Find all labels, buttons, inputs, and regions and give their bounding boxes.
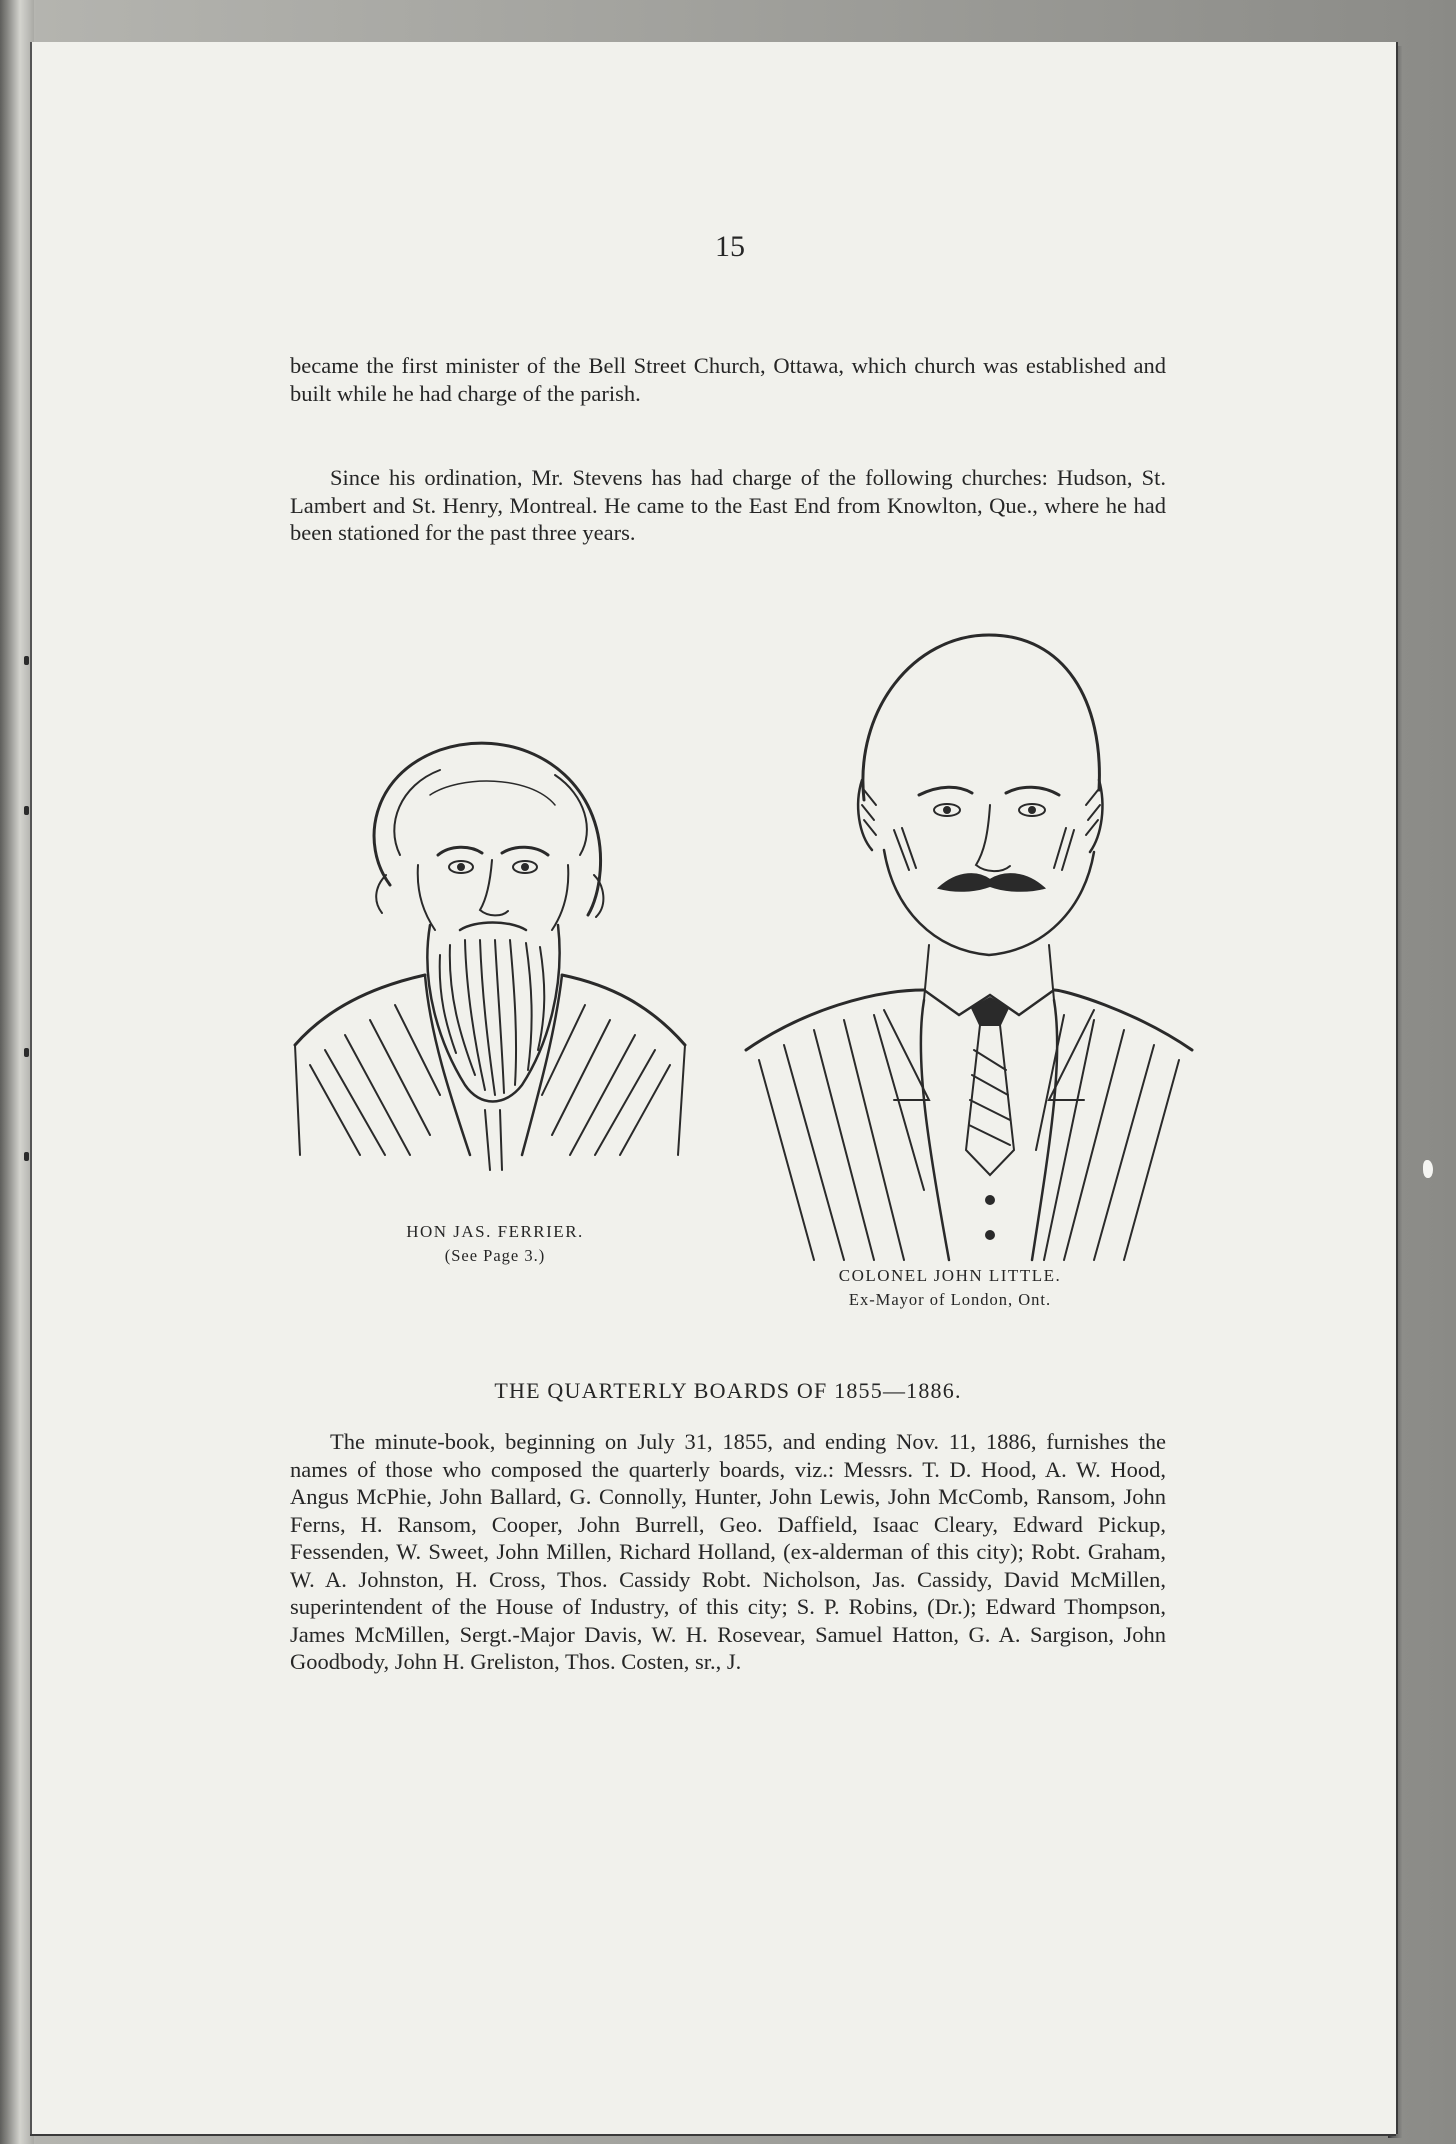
body-paragraph: became the first minister of the Bell Street Church, Ottawa, which church was established and built while he had charge of the parish. [290, 353, 1166, 406]
binding-mark [24, 1152, 29, 1161]
book-spine [0, 0, 34, 2144]
portrait-caption-little [760, 1264, 1140, 1312]
portrait-little-engraving [744, 630, 1194, 1265]
binding-mark [24, 656, 29, 665]
portrait-caption-ferrier [330, 1220, 660, 1268]
paper-tear-mark [1423, 1160, 1433, 1178]
page-number: 15 [715, 230, 745, 263]
binding-mark [24, 806, 29, 815]
body-paragraph: The minute-book, beginning on July 31, 1855, and ending Nov. 11, 1886, furnishes the names of those who composed the quarterly boards, viz.: Messrs. T. D. Hood, A. W. Hood, Angus McPhie, John Ballard, G. Connolly, Hunter, John Lewis, John McComb, Ransom, John Ferns, H. Ransom, Cooper, John Burrell, Geo. Daffield, Isaac Cleary, Edward Pickup, Fessenden, W. Sweet, John Millen, Richard Holland, (ex-alderman of this city); Robt. Graham, W. A. Johnston, H. Cross, Thos. Cassidy Robt. Nicholson, Jas. Cassidy, David McMillen, superintendent of the House of Industry, of this city; S. P. Robins, (Dr.); Edward Thompson, James McMillen, Sergt.-Major Davis, W. H. Rosevear, Samuel Hatton, G. A. Sargison, John Goodbody, John H. Greliston, Thos. Costen, sr., J. [290, 1429, 1166, 1674]
portrait-ferrier-engraving [290, 735, 690, 1180]
body-paragraph: Since his ordination, Mr. Stevens has had charge of the following churches: Hudson, St. Lambert and St. Henry, Montreal. He came to the East End from Knowlton, Que., where he had been stationed for the past three years. [290, 465, 1166, 545]
binding-mark [24, 1048, 29, 1057]
caption-note: (See Page 3.) [444, 1246, 546, 1265]
caption-name: COLONEL JOHN LITTLE. [838, 1266, 1062, 1285]
section-heading: THE QUARTERLY BOARDS OF 1855—1886. [494, 1378, 962, 1403]
caption-note: Ex-Mayor of London, Ont. [848, 1290, 1052, 1309]
caption-name: HON JAS. FERRIER. [406, 1222, 584, 1241]
